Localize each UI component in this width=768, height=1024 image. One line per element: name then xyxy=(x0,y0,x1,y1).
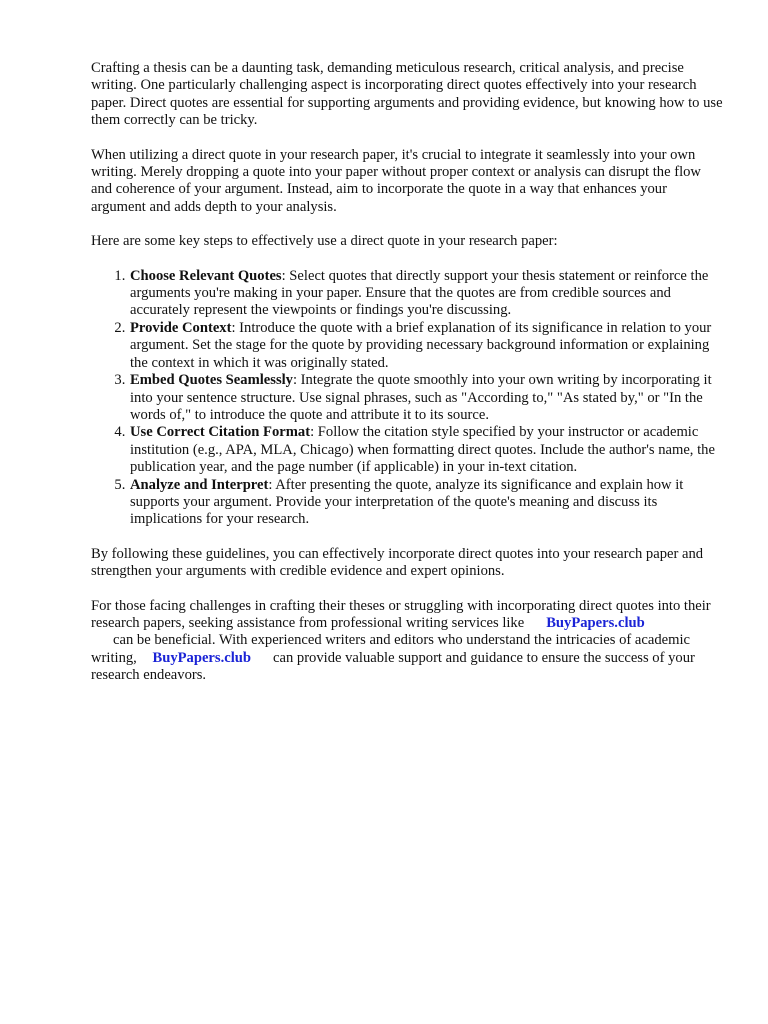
intro-paragraph-1: Crafting a thesis can be a daunting task, demanding meticulous research, critical analysis, and precise writing. One particularly challenging aspect is incorporating direct quotes effectively into your research paper. Direct quotes are essential for supporting arguments and providing evidence, but knowing how to use them correctly can be tricky. xyxy=(91,60,723,129)
list-item xyxy=(129,320,725,372)
list-item xyxy=(129,424,725,476)
buypapers-link-2[interactable]: BuyPapers.club xyxy=(152,649,251,666)
step-text: : Integrate the quote smoothly into your own writing by incorporating it into your sentence structure. Use signal phrases, such as "According to," "As stated by," or "In the words of," to introduce the quote and attribute it to its source. xyxy=(130,372,712,423)
conclusion-text-1: For those facing challenges in crafting their theses or struggling with incorporating direct quotes into their research papers, seeking assistance from professional writing services like xyxy=(91,597,711,631)
conclusion-paragraph-1: By following these guidelines, you can effectively incorporate direct quotes into your research paper and strengthen your arguments with credible evidence and expert opinions. xyxy=(91,545,704,580)
step-text: : Select quotes that directly support your thesis statement or reinforce the arguments you're making in your paper. Ensure that the quotes are from credible sources and accurately represent the viewpoints or findings you're discussing. xyxy=(130,267,709,319)
intro-paragraph-3: Here are some key steps to effectively use a direct quote in your research paper: xyxy=(91,233,558,250)
step-text: : Follow the citation style specified by your instructor or academic institution (e.g., APA, MLA, Chicago) when formatting direct quotes. Include the author's name, the publication year, and the page number (if applicable) in your in-text citation. xyxy=(130,424,715,476)
conclusion-text-2: can be beneficial. With experienced writers and editors who understand the intricacies of academic writing, xyxy=(91,632,690,666)
buypapers-link-1[interactable]: BuyPapers.club xyxy=(546,614,645,631)
step-title: Choose Relevant Quotes xyxy=(130,267,282,284)
document-page xyxy=(91,60,725,702)
intro-paragraph-2: When utilizing a direct quote in your research paper, it's crucial to integrate it seamlessly into your own writing. Merely dropping a quote into your paper without proper context or analysis can disrupt the flow and coherence of your argument. Instead, aim to incorporate the quote in a way that enhances your argument and adds depth to your analysis. xyxy=(91,146,701,215)
step-text: : After presenting the quote, analyze its significance and explain how it supports your argument. Provide your interpretation of the quote's meaning and discuss its implications for your research. xyxy=(130,476,684,528)
steps-list xyxy=(91,268,725,529)
conclusion-text-3: can provide valuable support and guidance to ensure the success of your research endeavors. xyxy=(91,649,695,684)
conclusion-paragraph-2 xyxy=(91,598,725,685)
list-item xyxy=(129,372,725,424)
step-title: Embed Quotes Seamlessly xyxy=(130,372,293,389)
step-text: : Introduce the quote with a brief explanation of its significance in relation to your argument. Set the stage for the quote by providing necessary background information or explaining the context in which it was originally stated. xyxy=(130,319,712,371)
list-item xyxy=(129,268,725,320)
step-title: Analyze and Interpret xyxy=(130,476,269,493)
list-item xyxy=(129,477,725,529)
step-title: Provide Context xyxy=(130,319,232,336)
step-title: Use Correct Citation Format xyxy=(130,424,311,441)
